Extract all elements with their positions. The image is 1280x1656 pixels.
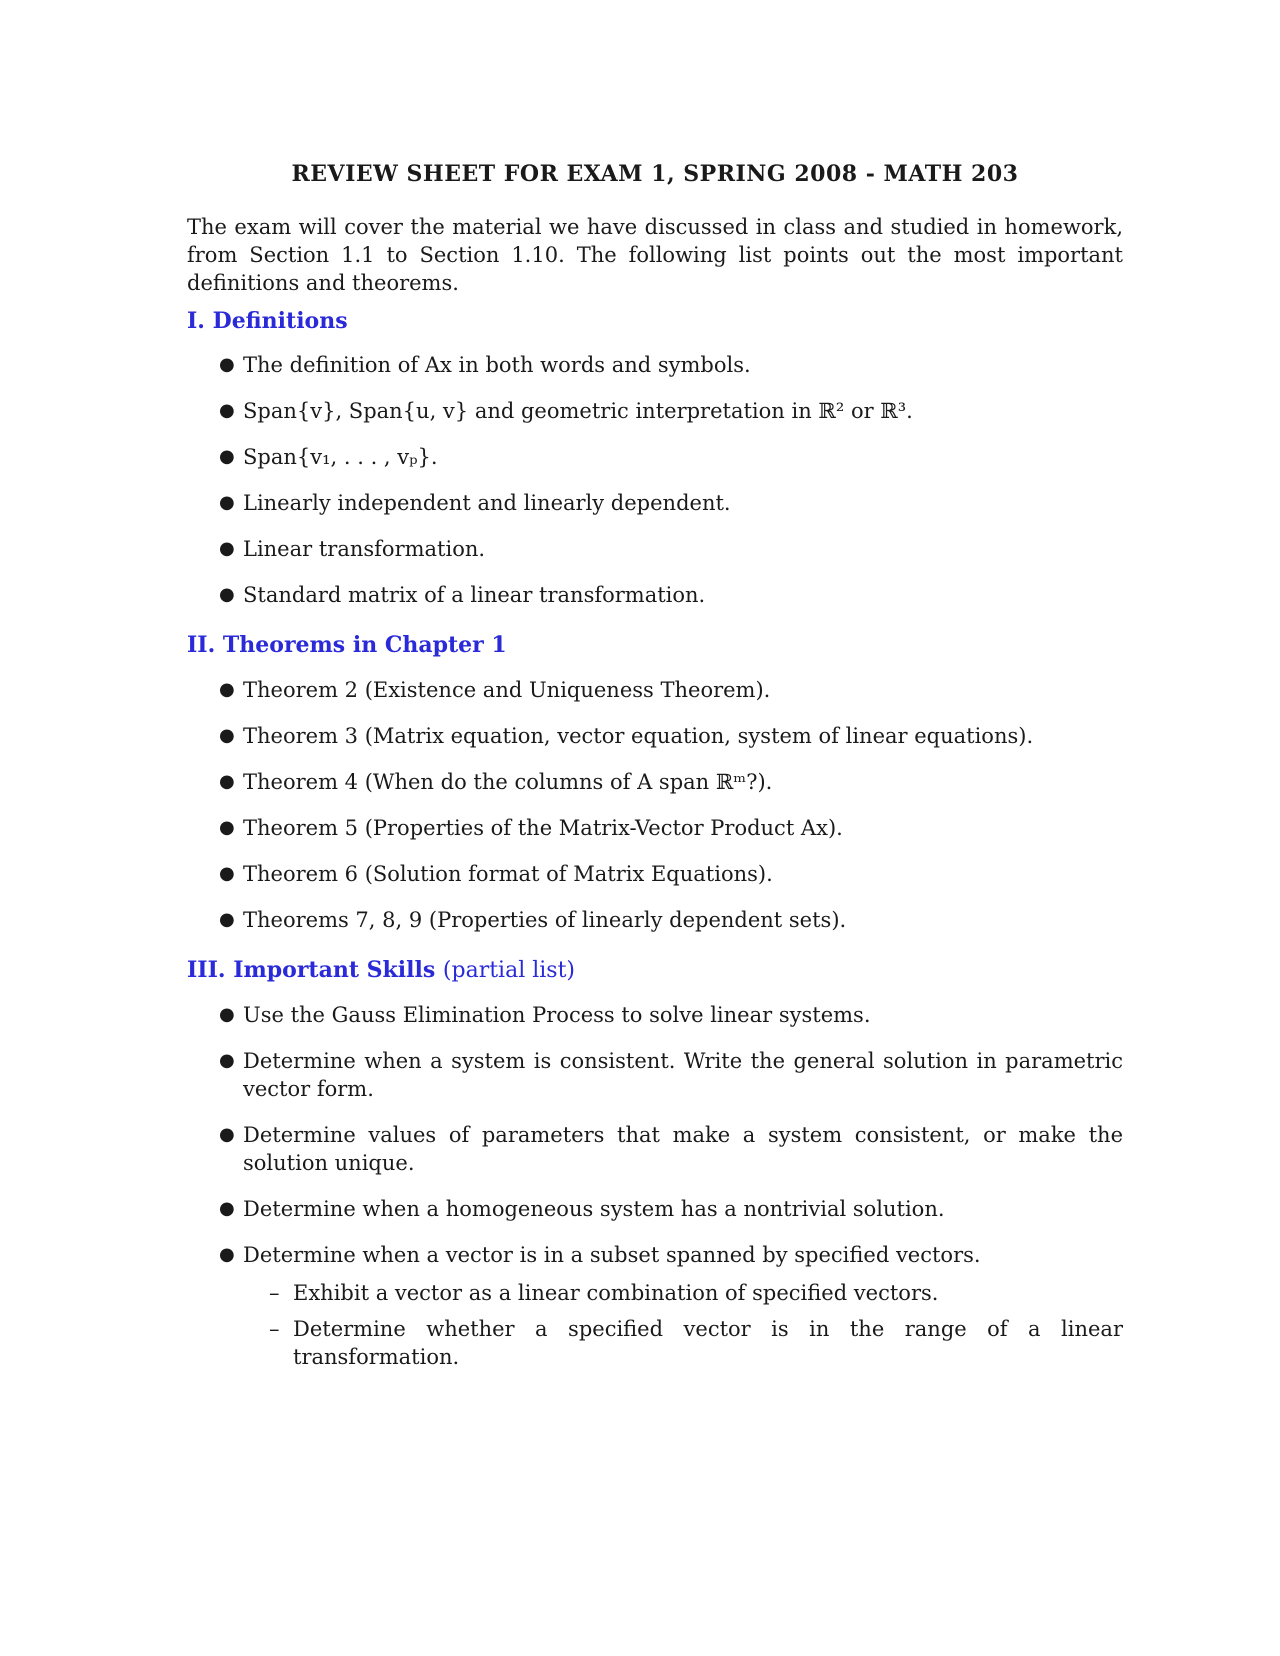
list-item — [219, 906, 1123, 934]
section-heading-skills — [187, 956, 1123, 986]
bullet-icon: ● — [219, 1004, 235, 1026]
list-item — [219, 351, 1123, 379]
list-item — [219, 860, 1123, 888]
definitions-list — [187, 351, 1123, 609]
list-item-text: Span{v}, Span{u, v} and geometric interpretation in ℝ² or ℝ³. — [243, 399, 913, 424]
bullet-icon: ● — [219, 538, 235, 560]
list-item-text: Standard matrix of a linear transformation. — [243, 583, 706, 608]
bullet-icon: ● — [219, 908, 235, 930]
bullet-icon: ● — [219, 816, 235, 838]
section-heading-label: II. Theorems in Chapter 1 — [187, 632, 507, 659]
list-item-text: Theorem 5 (Properties of the Matrix-Vector Product Ax). — [243, 815, 843, 840]
bullet-icon: ● — [219, 678, 235, 700]
list-item — [219, 1047, 1123, 1103]
list-item — [219, 1121, 1123, 1177]
list-item — [219, 722, 1123, 750]
bullet-icon: ● — [219, 446, 235, 468]
theorems-list — [187, 676, 1123, 934]
list-item-text: Theorem 4 (When do the columns of A span ℝᵐ?). — [243, 769, 773, 794]
bullet-icon: ● — [219, 862, 235, 884]
list-item-text: Linearly independent and linearly dependent. — [243, 491, 731, 516]
list-item-text: Theorem 3 (Matrix equation, vector equation, system of linear equations). — [243, 723, 1034, 748]
list-item — [219, 581, 1123, 609]
list-item — [219, 676, 1123, 704]
list-item-text: Linear transformation. — [243, 537, 486, 562]
sub-list-item — [269, 1279, 1123, 1307]
list-item-text: The definition of Ax in both words and symbols. — [243, 353, 751, 378]
sub-list-item-text: Exhibit a vector as a linear combination of specified vectors. — [293, 1281, 939, 1306]
section-heading-theorems — [187, 631, 1123, 660]
list-item — [219, 1001, 1123, 1029]
bullet-icon: ● — [219, 770, 235, 792]
bullet-icon: ● — [219, 1198, 235, 1220]
section-heading-definitions — [187, 307, 1123, 336]
intro-paragraph: The exam will cover the material we have discussed in class and studied in homework, from Section 1.1 to Section 1.10. The following list points out the most important definitions and theorems. — [187, 214, 1123, 295]
list-item-text: Determine when a vector is in a subset spanned by specified vectors. — [243, 1243, 981, 1268]
dash-icon: – — [269, 1317, 280, 1342]
sub-list — [243, 1279, 1123, 1371]
section-heading-label: III. Important Skills — [187, 956, 436, 983]
dash-icon: – — [269, 1281, 280, 1306]
list-item-text: Span{v₁, . . . , vₚ}. — [243, 445, 438, 470]
list-item — [219, 814, 1123, 842]
page-title: REVIEW SHEET FOR EXAM 1, SPRING 2008 - MATH 203 — [291, 161, 1019, 187]
section-heading-note: (partial list) — [442, 957, 576, 983]
bullet-icon: ● — [219, 492, 235, 514]
document-page — [187, 160, 1123, 1393]
sub-list-item-text: Determine whether a specified vector is in the range of a linear transformation. — [293, 1317, 1123, 1370]
bullet-icon: ● — [219, 354, 235, 376]
list-item-text: Theorems 7, 8, 9 (Properties of linearly dependent sets). — [243, 907, 847, 932]
list-item-text: Determine when a homogeneous system has a nontrivial solution. — [243, 1197, 945, 1222]
bullet-icon: ● — [219, 724, 235, 746]
sub-list-item — [269, 1315, 1123, 1371]
bullet-icon: ● — [219, 1244, 235, 1266]
list-item — [219, 535, 1123, 563]
list-item — [219, 1241, 1123, 1371]
list-item — [219, 1195, 1123, 1223]
list-item-text: Use the Gauss Elimination Process to solve linear systems. — [243, 1003, 871, 1028]
list-item — [219, 489, 1123, 517]
list-item-text: Determine when a system is consistent. Write the general solution in parametric vector form. — [243, 1049, 1123, 1102]
list-item-text: Theorem 2 (Existence and Uniqueness Theorem). — [243, 677, 771, 702]
list-item-text: Theorem 6 (Solution format of Matrix Equations). — [243, 861, 773, 886]
list-item — [219, 397, 1123, 425]
section-heading-label: I. Definitions — [187, 307, 348, 334]
bullet-icon: ● — [219, 400, 235, 422]
skills-list — [187, 1001, 1123, 1371]
bullet-icon: ● — [219, 1124, 235, 1146]
list-item — [219, 768, 1123, 796]
list-item-text: Determine values of parameters that make a system consistent, or make the solution unique. — [243, 1123, 1123, 1176]
list-item — [219, 443, 1123, 471]
bullet-icon: ● — [219, 584, 235, 606]
bullet-icon: ● — [219, 1050, 235, 1072]
